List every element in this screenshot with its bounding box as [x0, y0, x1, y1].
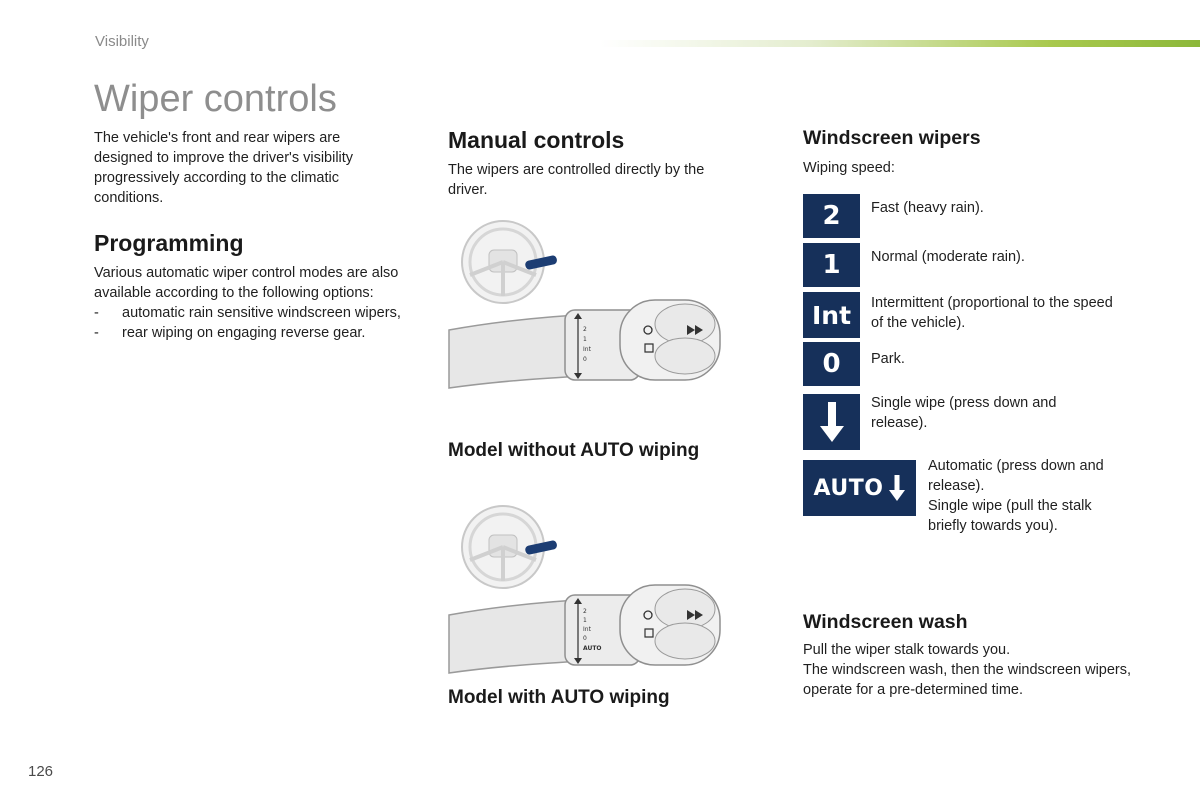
wiper-stalk-illustration-no-auto: [445, 220, 730, 395]
intro-text: The vehicle's front and rear wipers are designed to improve the driver's visibility progressively according to the climatic conditions.: [94, 130, 354, 206]
speed-badge-1: 1: [803, 243, 860, 287]
speed-desc-intermittent: Intermittent (proportional to the speed of the vehicle).: [871, 295, 1113, 331]
wash-line: Pull the wiper stalk towards you.: [803, 642, 1011, 658]
wiping-speed-label: Wiping speed:: [803, 160, 895, 176]
manual-controls-text: The wipers are controlled directly by the driver.: [448, 162, 705, 198]
manual-controls-heading: Manual controls: [448, 127, 625, 153]
stalk-mark-0: 0: [583, 356, 587, 363]
option-label: rear wiping on engaging reverse gear.: [122, 325, 366, 341]
single-wipe-badge: [803, 394, 860, 450]
speed-badge-2: 2: [803, 194, 860, 238]
stalk-mark-2: 2: [583, 326, 587, 333]
option-label: automatic rain sensitive windscreen wipers,: [122, 305, 401, 321]
stalk-mark-auto: AUTO: [583, 645, 602, 652]
speed-desc-auto: [928, 456, 1128, 536]
steering-wheel-icon: [462, 506, 558, 588]
programming-text: [94, 263, 429, 343]
section-label: Visibility: [95, 33, 149, 50]
stalk-mark-2: 2: [583, 608, 587, 615]
stalk-mark-1: 1: [583, 617, 587, 624]
speed-desc-single-wipe: Single wipe (press down and release).: [871, 395, 1057, 431]
bullet-dash: -: [94, 305, 99, 321]
speed-desc-normal: Normal (moderate rain).: [871, 249, 1025, 265]
programming-heading: Programming: [94, 230, 244, 256]
windscreen-wipers-heading: Windscreen wipers: [803, 127, 981, 149]
wiper-stalk-illustration-auto: [445, 505, 730, 680]
stalk-mark-int: Int: [583, 626, 591, 633]
bullet-dash: -: [94, 325, 99, 341]
speed-desc-fast: Fast (heavy rain).: [871, 200, 984, 216]
programming-options: [94, 303, 429, 343]
page-title: Wiper controls: [94, 78, 337, 120]
header-accent-bar: [600, 40, 1200, 47]
caption-model-with-auto: Model with AUTO wiping: [448, 687, 670, 708]
speed-badge-0: 0: [803, 342, 860, 386]
down-arrow-icon: [889, 474, 905, 502]
caption-model-without-auto: Model without AUTO wiping: [448, 440, 700, 461]
auto-badge-label: AUTO: [813, 475, 884, 501]
speed-desc-park: Park.: [871, 351, 905, 367]
stalk-body: [449, 585, 720, 673]
windscreen-wash-heading: Windscreen wash: [803, 611, 968, 633]
list-item: [94, 323, 429, 343]
programming-intro: Various automatic wiper control modes are also available according to the following options:: [94, 265, 399, 301]
auto-desc-line: Automatic (press down and release).: [928, 458, 1104, 494]
down-arrow-icon: [819, 400, 845, 444]
page-number: 126: [28, 763, 54, 780]
list-item: [94, 303, 429, 323]
wash-line: The windscreen wash, then the windscreen wipers, operate for a pre-determined time.: [803, 662, 1132, 698]
stalk-mark-1: 1: [583, 336, 587, 343]
stalk-mark-0: 0: [583, 635, 587, 642]
windscreen-wash-text: [803, 640, 1133, 700]
stalk-mark-int: Int: [583, 346, 591, 353]
steering-wheel-icon: [462, 221, 558, 303]
stalk-body: [449, 300, 720, 388]
auto-badge: [803, 460, 916, 516]
auto-desc-line-2: Single wipe (pull the stalk briefly towards you).: [928, 498, 1092, 534]
speed-badge-int: Int: [803, 292, 860, 338]
